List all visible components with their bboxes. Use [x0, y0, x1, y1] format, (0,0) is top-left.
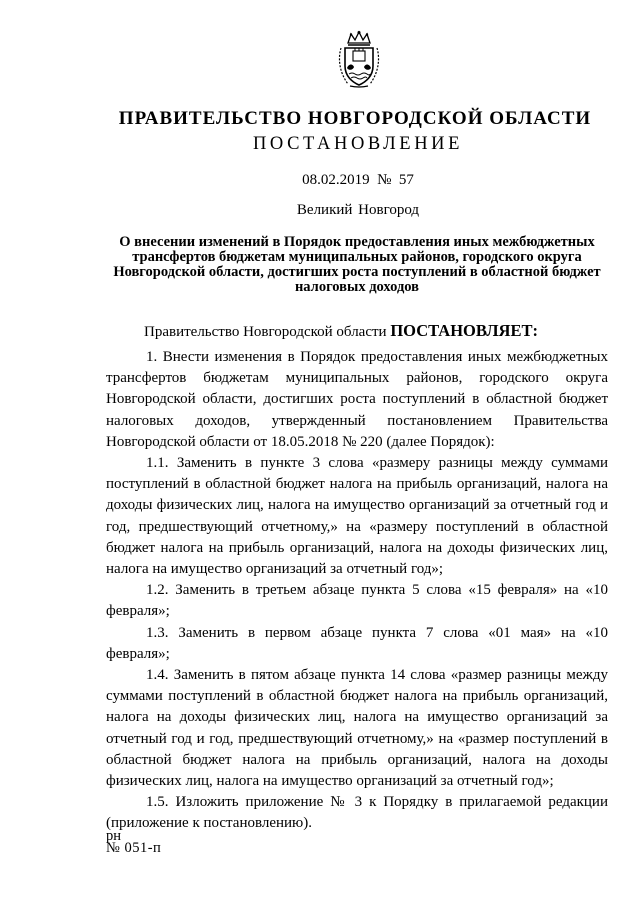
clause-1-3: 1.3. Заменить в первом абзаце пункта 7 слова «01 мая» на «10 февраля»; — [106, 624, 608, 662]
clause-1: 1. Внести изменения в Порядок предоставления иных межбюджетных трансфертов бюджетам муниципальных районов, городского округа Новгородской области, достигших роста поступлений в областной бюджет налоговых доходов, утвержденный постановлением Правительства Новгородской области от 18.05.2018 № 220 (далее Порядок): — [106, 349, 608, 450]
place-of-issue: Великий Новгород — [296, 202, 420, 218]
stamp-initials: рн — [106, 828, 122, 844]
stamp-number: № 051-п — [106, 840, 162, 856]
number-sign: № — [377, 172, 392, 188]
organization-title: ПРАВИТЕЛЬСТВО НОВГОРОДСКОЙ ОБЛАСТИ — [118, 108, 592, 129]
coat-of-arms-icon — [336, 30, 382, 88]
clause-1-5: 1.5. Изложить приложение № 3 к Порядку в прилагаемой редакции (приложение к постановлению). — [106, 794, 608, 832]
lead-paragraph — [106, 320, 608, 343]
document-body — [106, 320, 608, 835]
lead-bold: ПОСТАНОВЛЯЕТ: — [390, 321, 538, 340]
document-subject: О внесении изменений в Порядок предоставления иных межбюджетных трансфертов бюджетам муниципальных районов, городского округа Новгородской области, достигших роста поступлений в областной бюджет налоговых доходов — [113, 234, 601, 295]
lead-text: Правительство Новгородской области — [144, 324, 391, 340]
clause-1-4: 1.4. Заменить в пятом абзаце пункта 14 слова «размер разницы между суммами поступлений в областной бюджет налога на прибыль организаций, налога на доходы физических лиц, налога на имущество организаций за отчетный год и год, предшествующий отчетному,» на «размер поступлений в областной бюджет налога на прибыль организаций, налога на доходы физических лиц, налога на имущество организаций за отчетный год»; — [106, 667, 608, 790]
document-date: 08.02.2019 — [302, 172, 370, 188]
clause-1-1: 1.1. Заменить в пункте 3 слова «размеру разницы между суммами поступлений в областной бюджет налога на прибыль организаций, налога на доходы физических лиц, налога на имущество организаций за отчетный год и год, предшествующий отчетному,» на «размеру поступлений в областной бюджет налога на прибыль организаций, налога на доходы физических лиц, налога на имущество организаций за отчетный год»; — [106, 455, 608, 578]
date-number-line — [0, 172, 640, 189]
document-number: 57 — [398, 172, 414, 188]
document-type: ПОСТАНОВЛЕНИЕ — [252, 134, 464, 154]
document-stamp — [106, 830, 161, 854]
clause-1-2: 1.2. Заменить в третьем абзаце пункта 5 слова «15 февраля» на «10 февраля»; — [106, 582, 608, 620]
